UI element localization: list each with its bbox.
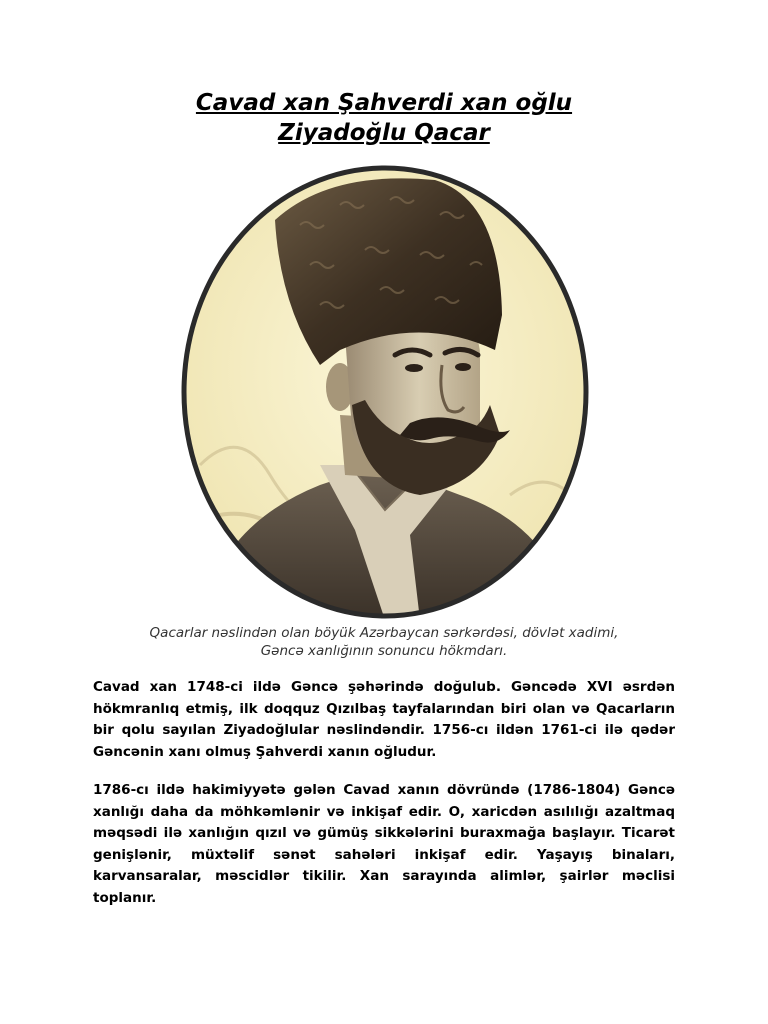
- page-title: [0, 88, 768, 148]
- portrait-image: [180, 165, 590, 620]
- paragraph-1: Cavad xan 1748-ci ildə Gəncə şəhərində doğulub. Gəncədə XVI əsrdən hökmranlıq etmiş, ilk doqquz Qızılbaş tayfalarından biri olan və Qacarların bir qolu sayılan Ziyadoğlular nəslindəndir. 1756-cı ildən 1761-ci ilə qədər Gəncənin xanı olmuş Şahverdi xanın oğludur.: [93, 679, 675, 760]
- caption-line-1: Qacarlar nəslindən olan böyük Azərbaycan sərkərdəsi, dövlət xadimi,: [149, 625, 619, 641]
- title-line-1: Cavad xan Şahverdi xan oğlu: [195, 90, 573, 116]
- paragraph-2: 1786-cı ildə hakimiyyətə gələn Cavad xanın dövründə (1786-1804) Gəncə xanlığı daha da möhkəmlənir və inkişaf edir. O, xaricdən asılılığı azaltmaq məqsədi ilə xanlığın qızıl və gümüş sikkələrini buraxmağa başlayır. Ticarət genişlənir, müxtəlif sənət sahələri inkişaf edir. Yaşayış binaları, karvansaralar, məscidlər tikilir. Xan sarayında alimlər, şairlər məclisi toplanır.: [93, 782, 675, 906]
- portrait-caption: [60, 624, 708, 660]
- caption-line-2: Gəncə xanlığının sonuncu hökmdarı.: [260, 643, 508, 659]
- title-line-2: Ziyadoğlu Qacar: [278, 120, 490, 146]
